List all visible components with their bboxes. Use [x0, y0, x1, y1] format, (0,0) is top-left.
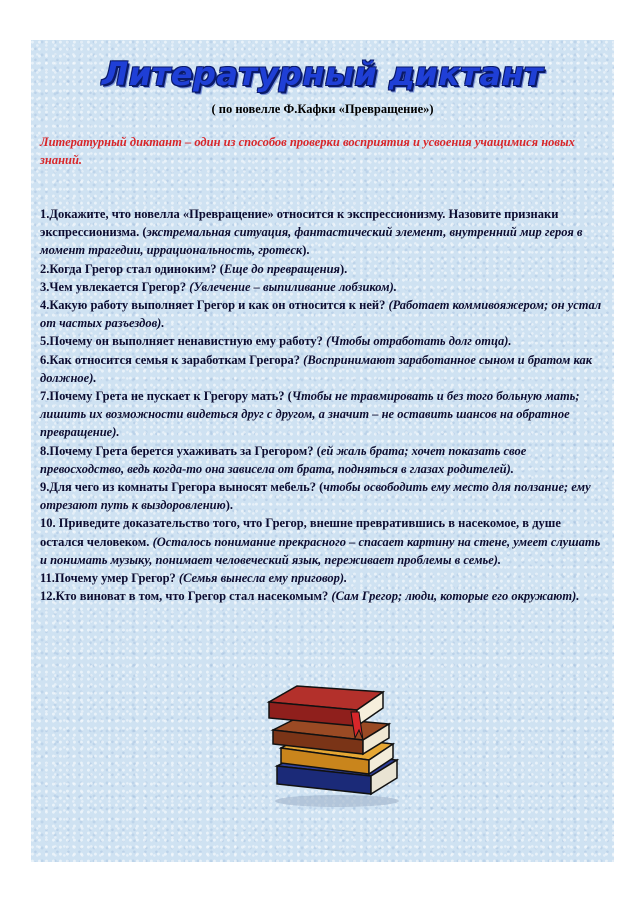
question-item: 8.Почему Грета берется ухаживать за Грегором? (ей жаль брата; хочет показать свое превосходство, ведь когда-то она зависела от брата, подняться в глазах родителей).	[40, 443, 527, 476]
page-title: Литературный диктант	[101, 55, 544, 93]
question-item: 9.Для чего из комнаты Грегора выносят мебель? (чтобы освободить ему место для ползание; ему отрезают путь к выздоровлению).	[40, 480, 591, 513]
question-item: 11.Почему умер Грегор? (Семья вынесла ему приговор).	[40, 571, 348, 586]
question-item: 6.Как относится семья к заработкам Грегора? (Воспринимают заработанное сыном и братом как должное).	[40, 352, 593, 385]
question-item: 1.Докажите, что новелла «Превращение» относится к экспрессионизму. Назовите признаки экспрессионизма. (экстремальная ситуация, фантастический элемент, внутренний мир героя в момент трагедии, иррациональность, гротеск).	[40, 207, 583, 258]
question-item: 12.Кто виноват в том, что Грегор стал насекомым? (Сам Грегор; люди, которые его окружают).	[40, 589, 580, 604]
question-item: 2.Когда Грегор стал одиноким? (Еще до превращения).	[40, 261, 348, 276]
question-item: 5.Почему он выполняет ненавистную ему работу? (Чтобы отработать долг отца).	[40, 334, 512, 349]
books-stack-icon	[259, 668, 409, 808]
page-subtitle: ( по новелле Ф.Кафки «Превращение»)	[211, 102, 434, 116]
question-item: 3.Чем увлекается Грегор? (Увлечение – выпиливание лобзиком).	[40, 279, 397, 294]
question-item: 10. Приведите доказательство того, что Грегор, внешне превратившись в насекомое, в душе остался человеком. (Осталось понимание прекрасного – спасает картину на стене, умеет слушать и понимать музыку, понимает человеческий язык, переживает проблемы в семье).	[40, 516, 601, 567]
question-item: 7.Почему Грета не пускает к Грегору мать? (Чтобы не травмировать и без того больную мать; лишить их возможности видеться друг с другом, а значит – не оставить шансов на обратное превращение).	[40, 389, 580, 440]
question-list	[40, 205, 604, 605]
question-item: 4.Какую работу выполняет Грегор и как он относится к ней? (Работает коммивояжером; он устал от частых разъездов).	[40, 298, 602, 331]
page-sheet	[31, 40, 614, 862]
intro-text: Литературный диктант – один из способов проверки восприятия и усвоения учащимися новых знаний.	[40, 135, 575, 167]
